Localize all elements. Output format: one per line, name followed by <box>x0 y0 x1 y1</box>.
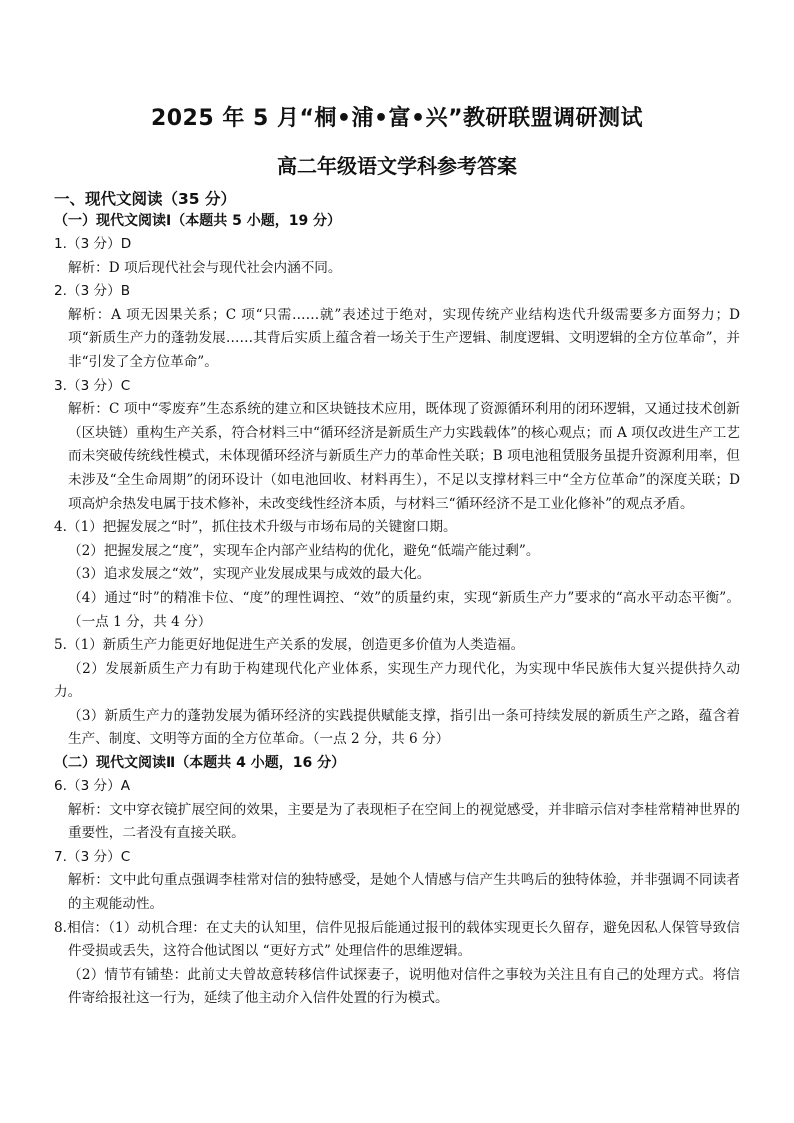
question-4-point-1: 4.（1）把握发展之“时”，抓住技术升级与市场布局的关键窗口期。 <box>54 519 457 536</box>
question-5-point-1: 5.（1）新质生产力能更好地促进生产关系的发展，创造更多价值为人类造福。 <box>54 637 525 654</box>
answer-content <box>54 188 740 1011</box>
question-3-explanation: 解析：C 项中“零废弃”生态系统的建立和区块链技术应用，既体现了资源循环利用的闭环逻辑，又通过技术创新（区块链）重构生产关系，符合材料三中“循环经济是新质生产力实践载体”的核心观点；而 A 项仅改进生产工艺而未突破传统线性模式，未体现循环经济与新质生产力的革命性关联；B 项电池租赁服务虽提升资源利用率，但未涉及“全生命周期”的闭环设计（如电池回收、材料再生），不足以支撑材料三中“全方位革命”的深度关联；D 项高炉余热发电属于技术修补，未改变线性经济本质，与材料三“循环经济不是工业化修补”的观点矛盾。 <box>68 401 740 512</box>
question-1-explanation: 解析：D 项后现代社会与现代社会内涵不同。 <box>68 259 342 276</box>
question-4-point-3: （3）追求发展之“效”，实现产业发展成果与成效的最大化。 <box>68 566 431 583</box>
question-2-explanation: 解析：A 项无因果关系；C 项“只需……就”表述过于绝对，实现传统产业结构迭代升级需要多方面努力；D 项“新质生产力的蓬勃发展……其背后实质上蕴含着一场关于生产逻辑、制度逻辑、文明逻辑的全方位革命”，并非“引发了全方位革命”。 <box>68 306 740 370</box>
question-6-answer: 6.（3 分）A <box>54 778 131 795</box>
question-3-answer: 3.（3 分）C <box>54 377 131 394</box>
question-7-explanation: 解析：文中此句重点强调李桂常对信的独特感受，是她个人情感与信产生共鸣后的独特体验，并非强调不同读者的主观能动性。 <box>68 872 740 913</box>
question-5-point-3: （3）新质生产力的蓬勃发展为循环经济的实践提供赋能支撑，指引出一条可持续发展的新质生产之路，蕴含着生产、制度、文明等方面的全方位革命。（一点 2 分，共 6 分） <box>68 707 740 748</box>
question-5-point-2: （2）发展新质生产力有助于构建现代化产业体系，实现生产力现代化，为实现中华民族伟大复兴提供持久动力。 <box>54 660 740 701</box>
question-7-answer: 7.（3 分）C <box>54 848 131 865</box>
question-4-point-4: （4）通过“时”的精准卡位、“度”的理性调控、“效”的质量约束，实现“新质生产力”要求的“高水平动态平衡”。（一点 1 分，共 4 分） <box>68 589 740 630</box>
part1-heading: （一）现代文阅读Ⅰ（本题共 5 小题，19 分） <box>54 213 342 229</box>
question-2-answer: 2.（3 分）B <box>54 283 131 300</box>
question-8-point-1: 8.相信：（1）动机合理：在丈夫的认知里，信件见报后能通过报刊的载体实现更长久留存，避免因私人保管导致信件受损或丢失，这符合他试图以 “更好方式” 处理信件的思维逻辑。 <box>54 919 740 960</box>
section-heading: 一、现代文阅读（35 分） <box>54 190 236 208</box>
exam-title: 2025 年 5 月“桐•浦•富•兴”教研联盟调研测试 <box>150 106 644 131</box>
question-1-answer: 1.（3 分）D <box>54 236 132 252</box>
question-6-explanation: 解析：文中穿衣镜扩展空间的效果，主要是为了表现柜子在空间上的视觉感受，并非暗示信对李桂常精神世界的重要性，二者没有直接关联。 <box>68 801 740 842</box>
part2-heading: （二）现代文阅读Ⅱ（本题共 4 小题，16 分） <box>54 755 346 772</box>
question-8-point-2: （2）情节有铺垫：此前丈夫曾故意转移信件试探妻子，说明他对信件之事较为关注且有自己的处理方式。将信件寄给报社这一行为，延续了他主动介入信件处置的行为模式。 <box>68 966 740 1007</box>
exam-subtitle: 高二年级语文学科参考答案 <box>277 154 517 178</box>
question-4-point-2: （2）把握发展之“度”，实现车企内部产业结构的优化，避免“低端产能过剩”。 <box>68 542 540 559</box>
